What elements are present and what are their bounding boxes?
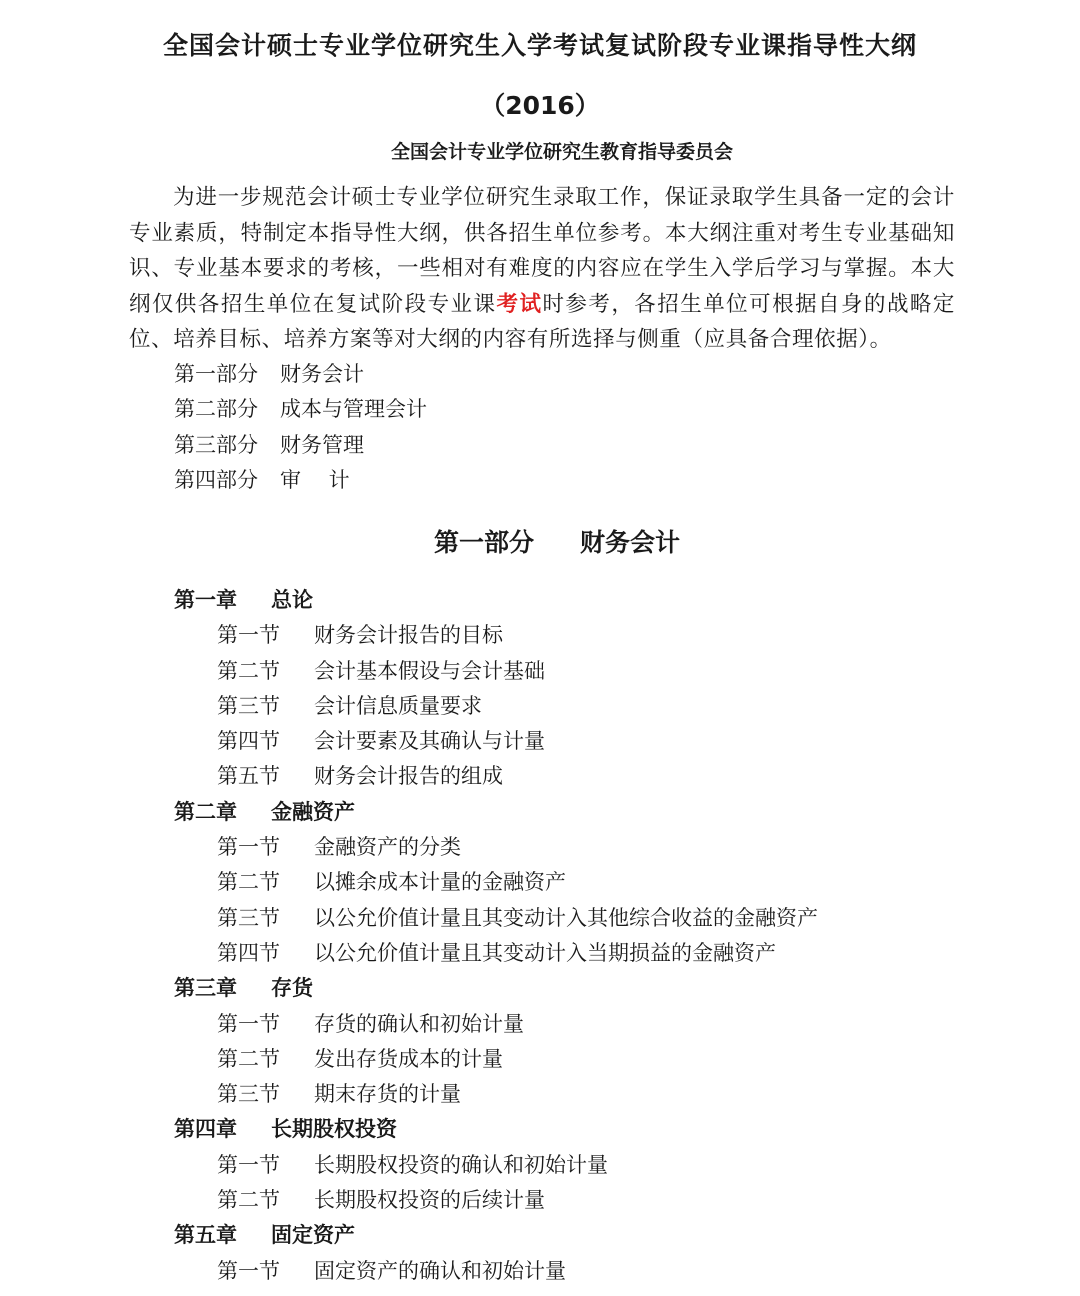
chapter-heading <box>174 971 818 1006</box>
section-number: 第三节 <box>217 1082 280 1107</box>
section-name: 长期股权投资的后续计量 <box>314 1188 545 1213</box>
section-number: 第一节 <box>217 623 280 648</box>
part-name: 成本与管理会计 <box>280 397 427 422</box>
section-number: 第二节 <box>217 870 280 895</box>
document-year: （2016） <box>480 91 600 120</box>
chapter-heading <box>174 1112 818 1147</box>
section-item <box>174 901 818 936</box>
section-number: 第一节 <box>217 1011 280 1036</box>
section-item <box>174 1077 818 1112</box>
section-name: 长期股权投资的确认和初始计量 <box>314 1152 608 1177</box>
section-item <box>174 1183 818 1218</box>
document-title: 全国会计硕士专业学位研究生入学考试复试阶段专业课指导性大纲 <box>162 31 917 60</box>
issuing-committee: 全国会计专业学位研究生教育指导委员会 <box>390 141 733 163</box>
section-heading <box>434 523 680 559</box>
section-number: 第二节 <box>217 1188 280 1213</box>
chapter-name: 存货 <box>271 976 313 1001</box>
section-name: 固定资产的确认和初始计量 <box>314 1258 566 1283</box>
section-name: 存货的确认和初始计量 <box>314 1011 524 1036</box>
section-number: 第四节 <box>217 940 280 965</box>
section-name: 以公允价值计量且其变动计入当期损益的金融资产 <box>314 940 776 965</box>
section-name: 财务会计报告的目标 <box>314 623 503 648</box>
chapter-name: 总论 <box>271 588 313 612</box>
part-number: 第一部分 <box>174 362 258 386</box>
part-number: 第四部分 <box>174 467 258 492</box>
chapter-name: 长期股权投资 <box>271 1117 397 1142</box>
highlight-keyword[interactable]: 考试 <box>496 291 543 317</box>
section-number: 第二节 <box>217 658 280 683</box>
chapter-number: 第四章 <box>174 1117 237 1142</box>
intro-text-after: 时参考，各招生单位可根据自身的战略定位、培养目标、培养方案等对大纲的内容有所选择与侧重（应具备合理依据）。 <box>129 291 955 352</box>
section-item <box>174 936 818 971</box>
section-item <box>174 689 818 724</box>
section-name: 以摊余成本计量的金融资产 <box>314 870 566 895</box>
section-item <box>174 724 818 759</box>
section-name: 会计要素及其确认与计量 <box>314 729 545 754</box>
section-item <box>174 830 818 865</box>
chapter-name: 金融资产 <box>271 799 355 824</box>
section-item <box>174 1148 818 1183</box>
part-name: 财务管理 <box>280 432 364 457</box>
section-item <box>174 1254 818 1289</box>
intro-paragraph <box>129 180 955 358</box>
part-item <box>174 463 427 498</box>
section-name: 会计信息质量要求 <box>314 693 482 718</box>
section-item <box>174 759 818 794</box>
chapter-outline <box>174 583 818 1289</box>
section-name: 发出存货成本的计量 <box>314 1046 503 1071</box>
section-name: 财务会计报告的组成 <box>314 764 503 789</box>
parts-list <box>174 357 427 498</box>
section-heading-number: 第一部分 <box>434 528 535 557</box>
part-name: 审 计 <box>280 467 350 492</box>
part-item <box>174 428 427 463</box>
section-item <box>174 865 818 900</box>
section-number: 第五节 <box>217 764 280 789</box>
chapter-heading <box>174 583 818 618</box>
section-heading-name: 财务会计 <box>580 528 681 557</box>
section-name: 以公允价值计量且其变动计入其他综合收益的金融资产 <box>314 905 818 930</box>
section-number: 第一节 <box>217 1258 280 1283</box>
chapter-number: 第三章 <box>174 976 237 1001</box>
section-name: 期末存货的计量 <box>314 1082 461 1107</box>
chapter-heading <box>174 1218 818 1253</box>
section-number: 第一节 <box>217 835 280 860</box>
section-name: 金融资产的分类 <box>314 835 461 860</box>
section-item <box>174 1007 818 1042</box>
section-item <box>174 1042 818 1077</box>
section-number: 第四节 <box>217 729 280 754</box>
section-number: 第二节 <box>217 1046 280 1071</box>
section-number: 第三节 <box>217 693 280 718</box>
part-name: 财务会计 <box>280 362 364 386</box>
part-number: 第三部分 <box>174 432 258 457</box>
chapter-heading <box>174 795 818 830</box>
chapter-number: 第五章 <box>174 1223 237 1248</box>
section-name: 会计基本假设与会计基础 <box>314 658 545 683</box>
section-item <box>174 618 818 653</box>
chapter-number: 第一章 <box>174 588 237 612</box>
section-number: 第三节 <box>217 905 280 930</box>
intro-text-before: 为进一步规范会计硕士专业学位研究生录取工作，保证录取学生具备一定的会计专业素质，特制定本指导性大纲，供各招生单位参考。本大纲注重对考生专业基础知识、专业基本要求的考核，一些相对有难度的内容应在学生入学后学习与掌握。本大纲仅供各招生单位在复试阶段专业课 <box>129 185 955 317</box>
part-number: 第二部分 <box>174 397 258 422</box>
part-item <box>174 357 427 392</box>
part-item <box>174 392 427 427</box>
chapter-number: 第二章 <box>174 799 237 824</box>
section-item <box>174 654 818 689</box>
chapter-name: 固定资产 <box>271 1223 355 1248</box>
section-number: 第一节 <box>217 1152 280 1177</box>
